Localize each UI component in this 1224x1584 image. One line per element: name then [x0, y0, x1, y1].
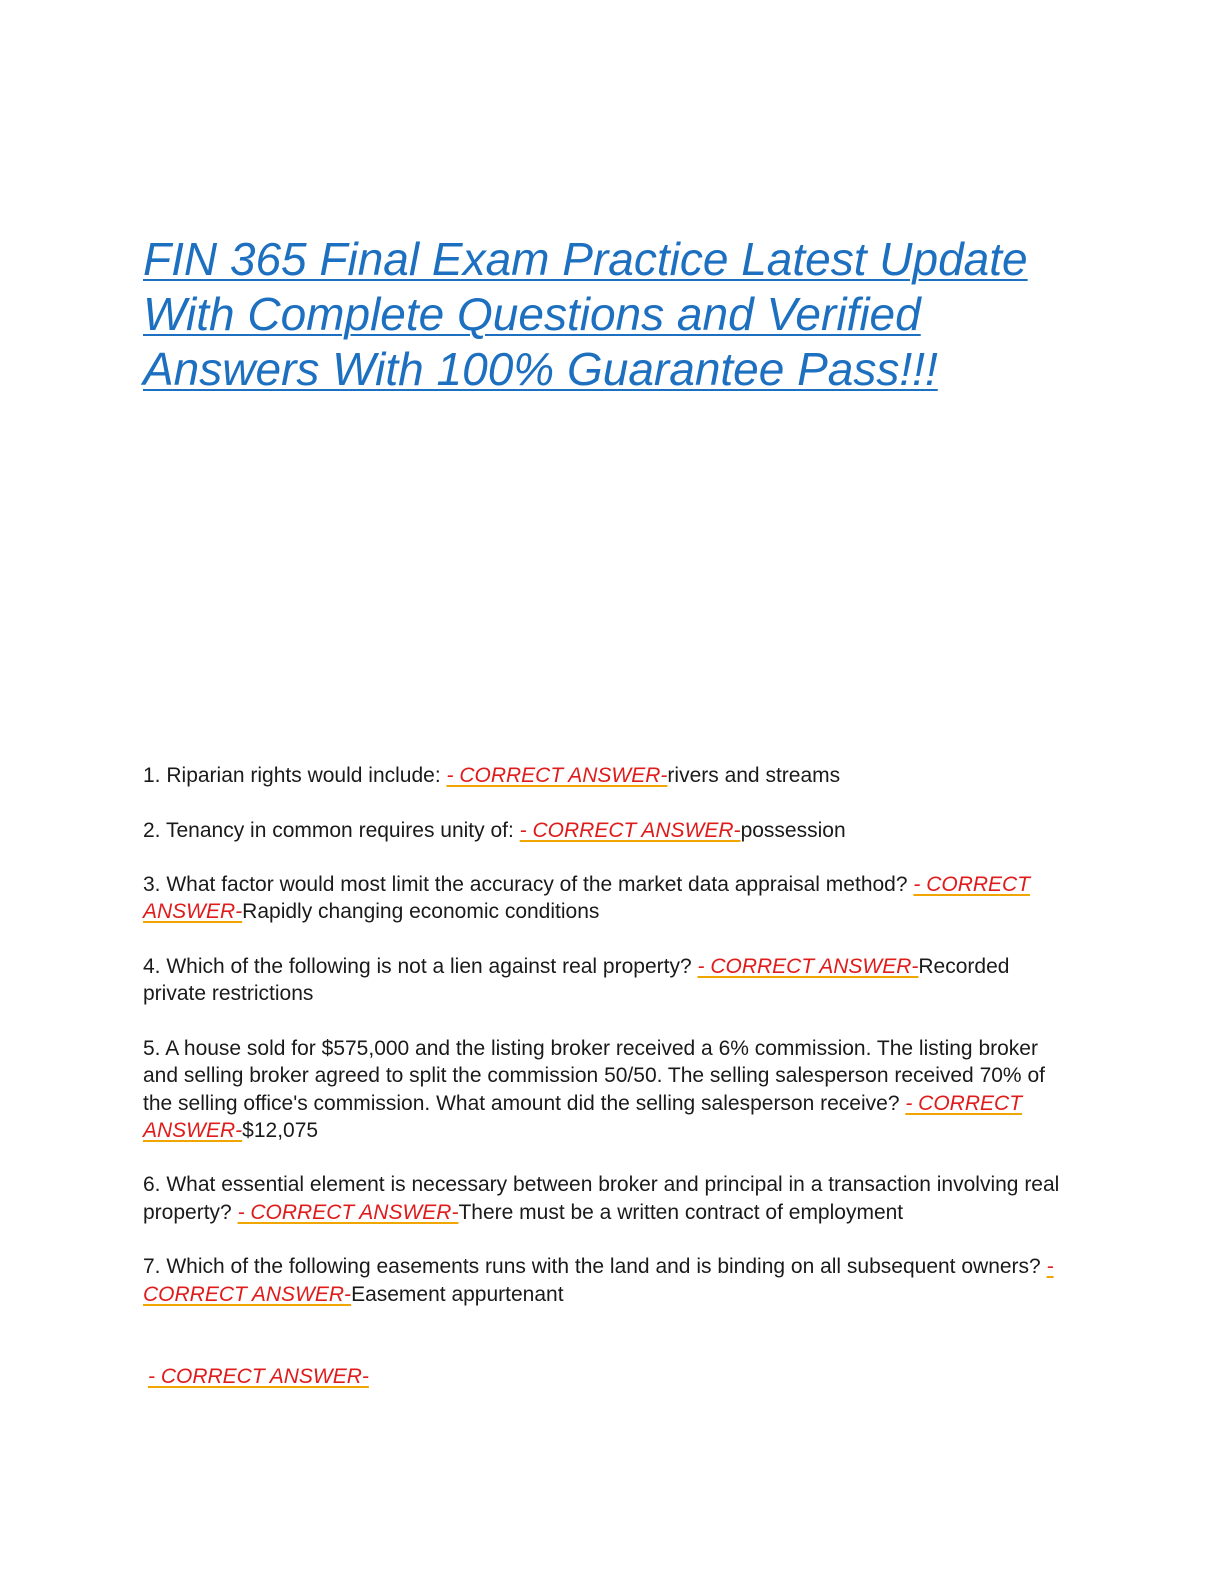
question-item-4 — [143, 953, 1078, 1008]
correct-answer-marker: - CORRECT ANSWER- — [519, 818, 741, 842]
question-text: Which of the following is not a lien against real property? — [166, 955, 692, 979]
correct-answer-marker: - CORRECT ANSWER- — [237, 1200, 459, 1224]
answer-text: Rapidly changing economic conditions — [242, 900, 600, 924]
question-number: 6. — [143, 1173, 161, 1197]
correct-answer-marker: - CORRECT ANSWER- — [148, 1365, 369, 1388]
question-item-6 — [143, 1171, 1078, 1226]
question-text: What essential element is necessary between broker and principal in a transaction involving real property? — [143, 1173, 1060, 1224]
question-item-5 — [143, 1035, 1078, 1144]
correct-answer-marker: - CORRECT ANSWER- — [697, 955, 919, 979]
question-text: Riparian rights would include: — [166, 764, 441, 787]
answer-text: rivers and streams — [667, 764, 841, 787]
answer-text: There must be a written contract of employment — [458, 1200, 904, 1224]
document-title-link[interactable]: FIN 365 Final Exam Practice Latest Update With Complete Questions and Verified Answers With 100% Guarantee Pass!!! — [143, 233, 1028, 395]
question-item-3 — [143, 871, 1078, 926]
answer-text: $12,075 — [242, 1118, 319, 1142]
answer-text: Recorded private restrictions — [143, 955, 1010, 1006]
question-number: 2. — [143, 818, 161, 842]
question-item-2 — [143, 817, 1078, 844]
question-text: A house sold for $575,000 and the listing broker received a 6% commission. The listing broker and selling broker agreed to split the commission 50/50. The selling salesperson received 70% of the selling office's commission. What amount did the selling salesperson receive? — [143, 1036, 1045, 1115]
correct-answer-marker: - CORRECT ANSWER- — [143, 1091, 1023, 1142]
question-number: 5. — [143, 1036, 161, 1060]
correct-answer-marker: - CORRECT ANSWER- — [446, 764, 668, 787]
correct-answer-marker: - CORRECT ANSWER- — [143, 873, 1031, 924]
question-item-1 — [143, 762, 1078, 789]
question-text: What factor would most limit the accuracy of the market data appraisal method? — [166, 873, 908, 897]
question-number: 3. — [143, 873, 161, 897]
question-number: 7. — [143, 1255, 161, 1279]
document-title — [143, 232, 1103, 397]
question-list — [143, 762, 1078, 1335]
correct-answer-marker: - CORRECT ANSWER- — [143, 1255, 1054, 1306]
answer-text: Easement appurtenant — [351, 1282, 564, 1306]
question-item-7 — [143, 1253, 1078, 1308]
question-text: Which of the following easements runs with the land and is binding on all subsequent owners? — [166, 1255, 1041, 1279]
question-number: 1. — [143, 764, 161, 787]
trailing-answer-marker — [148, 1363, 369, 1390]
question-text: Tenancy in common requires unity of: — [165, 818, 514, 842]
answer-text: possession — [740, 818, 846, 842]
question-number: 4. — [143, 955, 161, 979]
